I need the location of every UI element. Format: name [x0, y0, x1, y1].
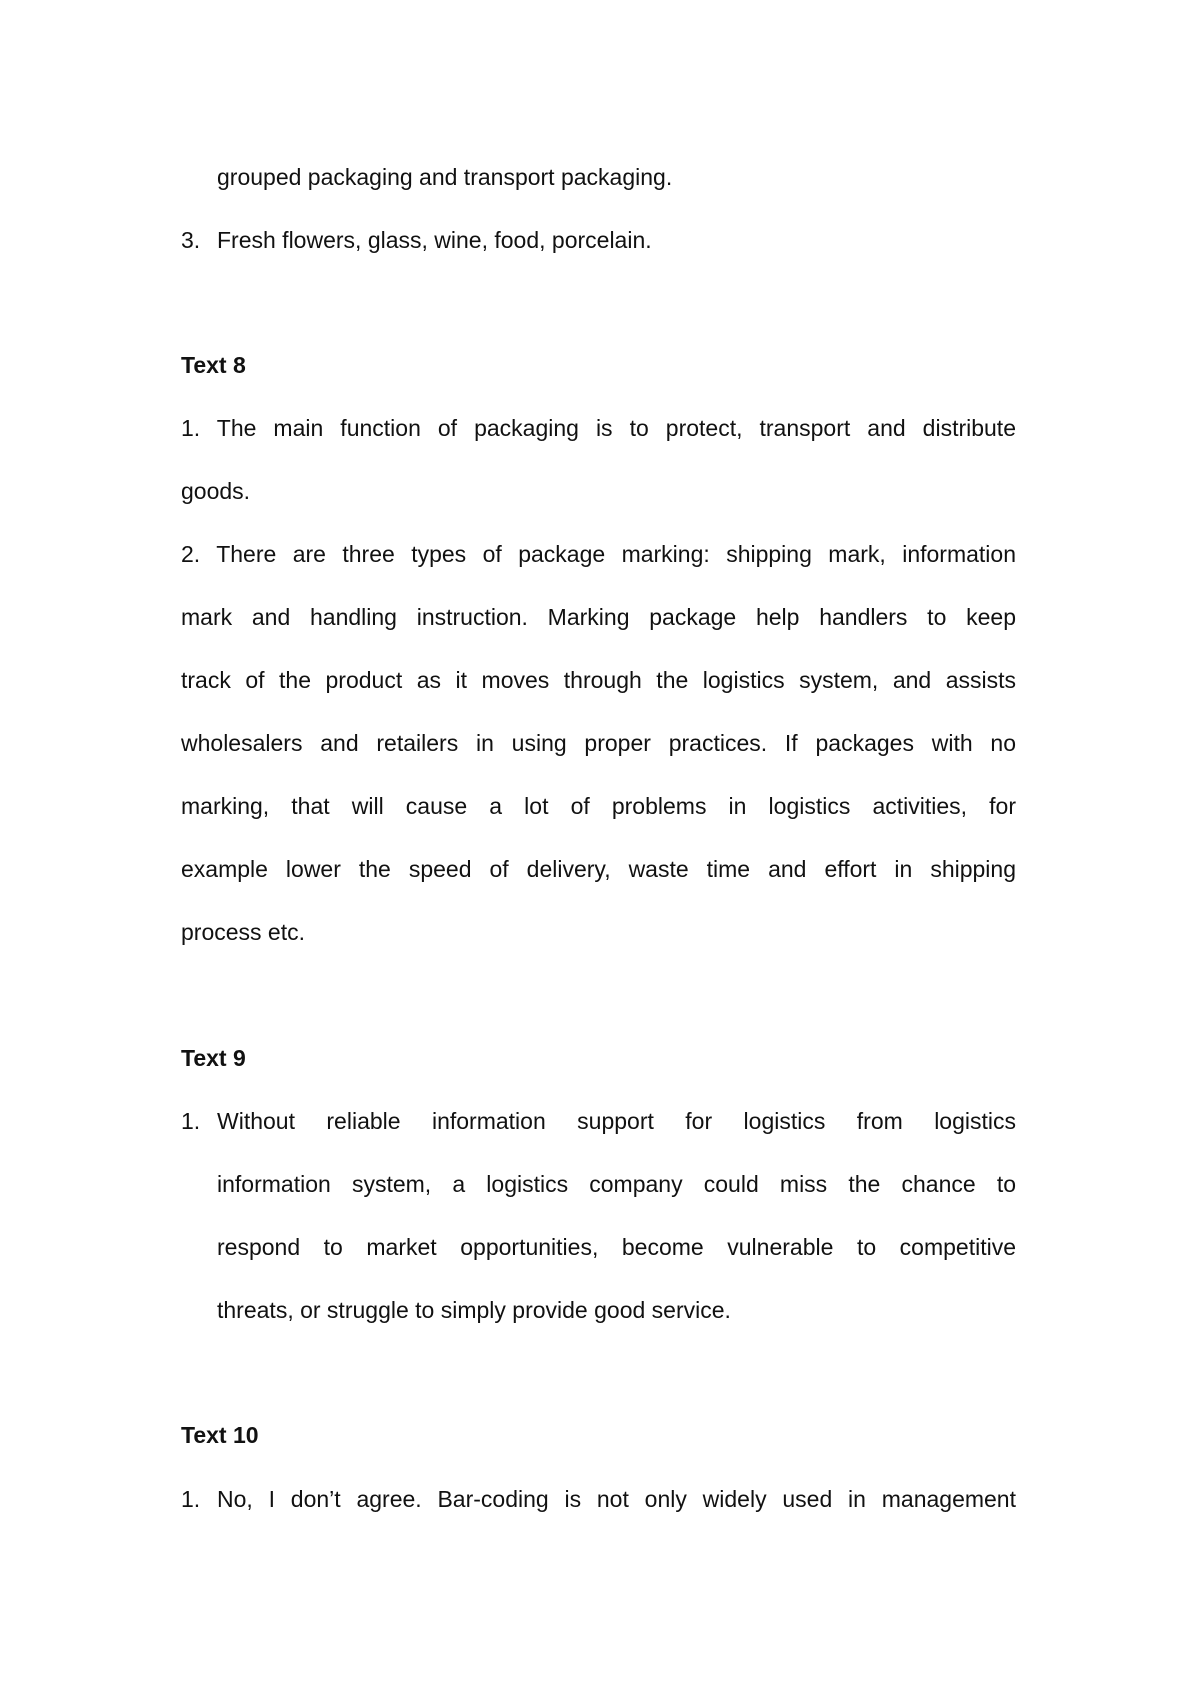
list-item-continuation: grouped packaging and transport packaging.	[217, 164, 673, 190]
paragraph-line: example lower the speed of delivery, waste time and effort in shipping	[181, 856, 1016, 882]
list-item-text: respond to market opportunities, become vulnerable to competitive	[217, 1234, 1016, 1260]
list-item-text: No, I don’t agree. Bar-coding is not only widely used in management	[217, 1486, 1016, 1512]
paragraph-line: track of the product as it moves through the logistics system, and assists	[181, 667, 1016, 693]
section-heading-text-10: Text 10	[181, 1422, 259, 1448]
list-item-text: Fresh flowers, glass, wine, food, porcelain.	[217, 227, 652, 253]
list-number: 1.	[181, 1486, 201, 1512]
paragraph-line: marking, that will cause a lot of problems in logistics activities, for	[181, 793, 1016, 819]
paragraph-line: goods.	[181, 478, 251, 504]
list-item-text: Without reliable information support for logistics from logistics	[217, 1108, 1016, 1134]
list-item-text: information system, a logistics company could miss the chance to	[217, 1171, 1016, 1197]
section-heading-text-8: Text 8	[181, 352, 246, 378]
section-heading-text-9: Text 9	[181, 1045, 246, 1071]
list-number: 1.	[181, 1108, 201, 1134]
paragraph-line: 2. There are three types of package marking: shipping mark, information	[181, 541, 1016, 567]
list-number: 3.	[181, 227, 201, 253]
paragraph-line: process etc.	[181, 919, 305, 945]
list-item-text: threats, or struggle to simply provide good service.	[217, 1297, 731, 1323]
paragraph-line: wholesalers and retailers in using proper practices. If packages with no	[181, 730, 1016, 756]
paragraph-line: 1. The main function of packaging is to protect, transport and distribute	[181, 415, 1016, 441]
paragraph-line: mark and handling instruction. Marking package help handlers to keep	[181, 604, 1016, 630]
